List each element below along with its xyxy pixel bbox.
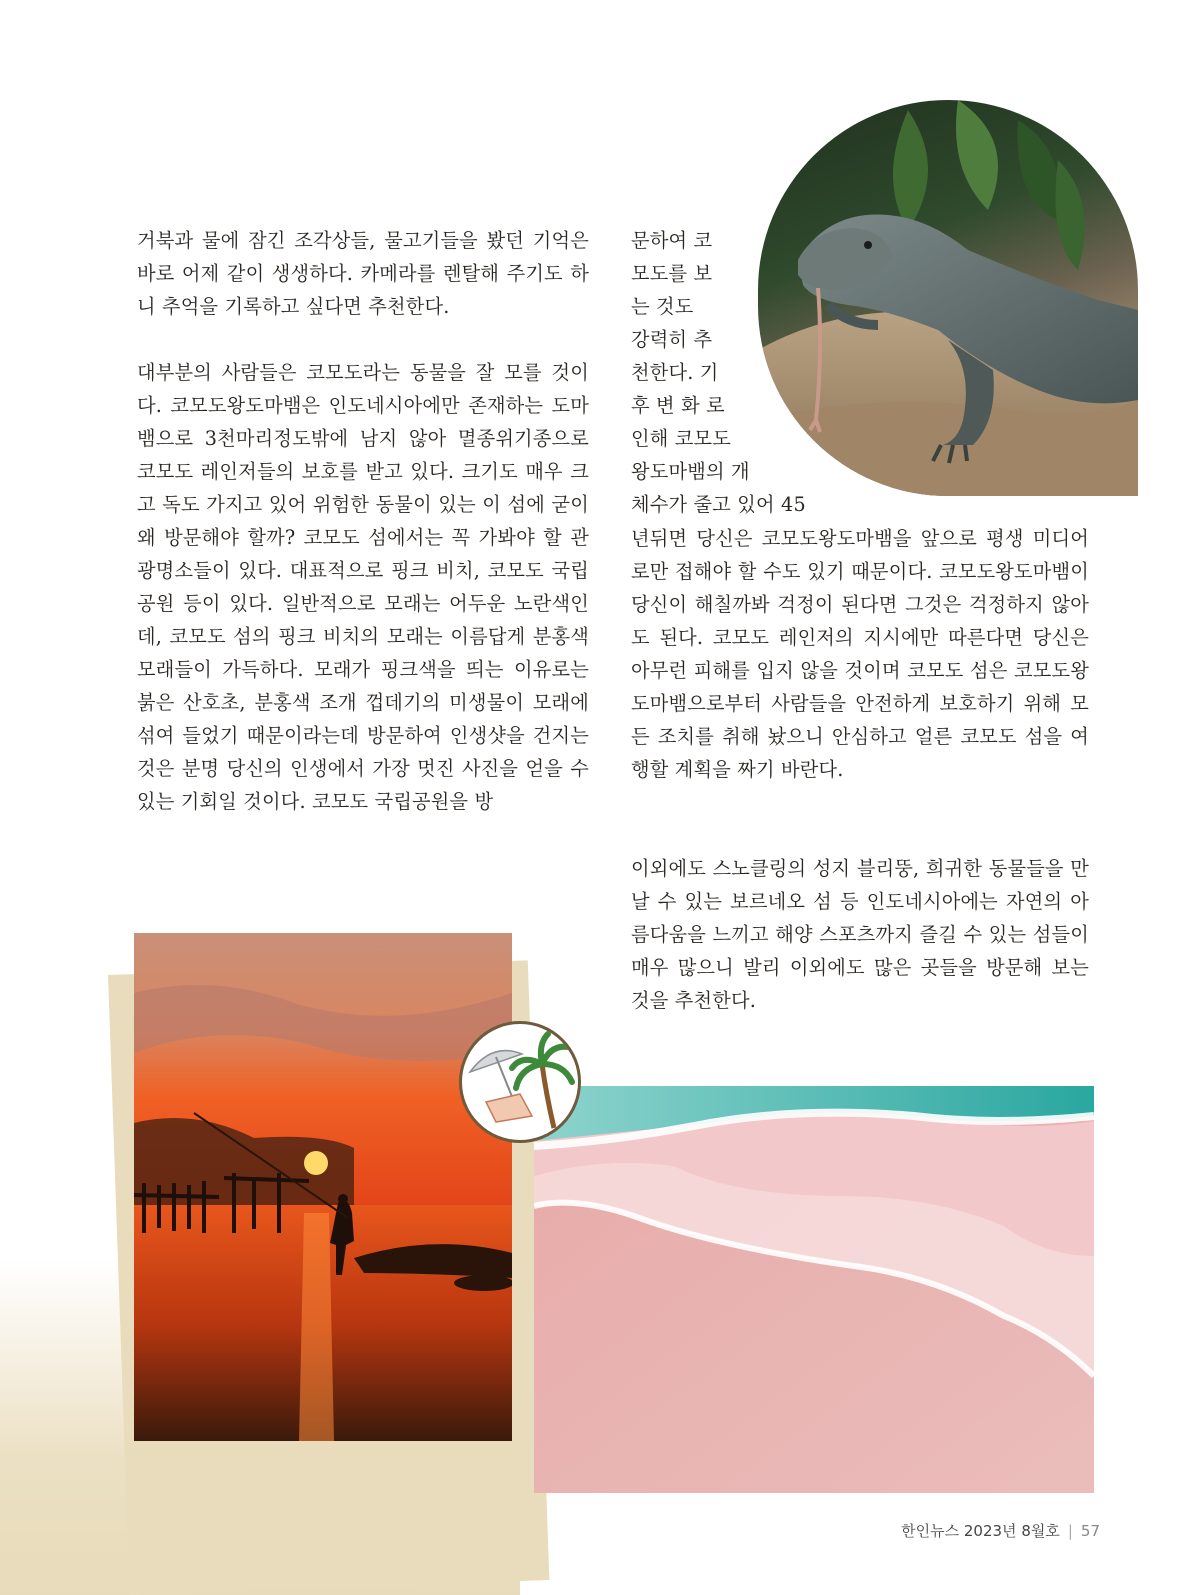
narrow-line: 문하여 코 [631,229,713,252]
komodo-dragon-photo [758,100,1138,496]
left-paragraph-1: 거북과 물에 잠긴 조각상들, 물고기들을 봤던 기억은 바로 어제 같이 생생하다. 카메라를 렌탈해 주기도 하니 추억을 기록하고 싶다면 추천한다. [137,229,589,318]
pink-beach-photo [534,1086,1094,1493]
narrow-line: 인해 코모도 [631,427,731,450]
narrow-line: 모도를 보 [631,262,713,285]
narrow-line: 천한다. 기 [631,361,719,384]
left-text-column [137,224,589,851]
sunset-fisherman-photo [134,933,512,1441]
narrow-line: 강력히 추 [631,328,713,351]
narrow-line: 체수가 줄고 있어 45 [631,493,806,516]
right-text-column [631,522,1089,819]
narrow-line: 왕도마뱀의 개 [631,460,750,483]
page-footer [870,1520,1100,1541]
right-paragraph-2: 이외에도 스노클링의 성지 블리뚱, 희귀한 동물들을 만날 수 있는 보르네오 섬 등 인도네시아에는 자연의 아름다움을 느끼고 해양 스포츠까지 즐길 수 있는 섬들이 매우 많으니 발리 이외에도 많은 곳들을 방문해 보는 것을 추천한다. [631,857,1089,1012]
footer-separator: | [1067,1522,1073,1540]
publication-name: 한인뉴스 2023년 8월호 [901,1522,1060,1540]
right-text-column-2 [631,852,1089,1050]
beach-umbrella-palm-icon [459,1021,581,1143]
right-paragraph-1: 년뒤면 당신은 코모도왕도마뱀을 앞으로 평생 미디어로만 접해야 할 수도 있기 때문이다. 코모도왕도마뱀이 당신이 해칠까봐 걱정이 된다면 그것은 걱정하지 않아도 된다. 코모도 레인저의 지시에만 따른다면 당신은 아무런 피해를 입지 않을 것이며 코모도 섬은 코모도왕도마뱀으로부터 사람들을 안전하게 보호하기 위해 모든 조치를 취해 놨으니 안심하고 얼른 코모도 섬을 여행할 계획을 짜기 바란다. [631,527,1089,781]
page-number: 57 [1080,1522,1100,1540]
left-paragraph-2: 대부분의 사람들은 코모도라는 동물을 잘 모를 것이다. 코모도왕도마뱀은 인도네시아에만 존재하는 도마뱀으로 3천마리정도밖에 남지 않아 멸종위기종으로 코모도 레인저들의 보호를 받고 있다. 크기도 매우 크고 독도 가지고 있어 위험한 동물이 있는 이 섬에 굳이 왜 방문해야 할까? 코모도 섬에서는 꼭 가봐야 할 관광명소들이 있다. 대표적으로 핑크 비치, 코모도 국립공원 등이 있다. 일반적으로 모래는 어두운 노란색인데, 코모도 섬의 핑크 비치의 모래는 이름답게 분홍색 모래들이 가득하다. 모래가 핑크색을 띄는 이유로는 붉은 산호초, 분홍색 조개 껍데기의 미생물이 모래에 섞여 들었기 때문이라는데 방문하여 인생샷을 건지는 것은 분명 당신의 인생에서 가장 멋진 사진을 얻을 수 있는 기회일 것이다. 코모도 국립공원을 방 [137,361,589,813]
narrow-line: 후 변 화 로 [631,394,725,417]
narrow-line: 는 것도 [631,295,694,318]
